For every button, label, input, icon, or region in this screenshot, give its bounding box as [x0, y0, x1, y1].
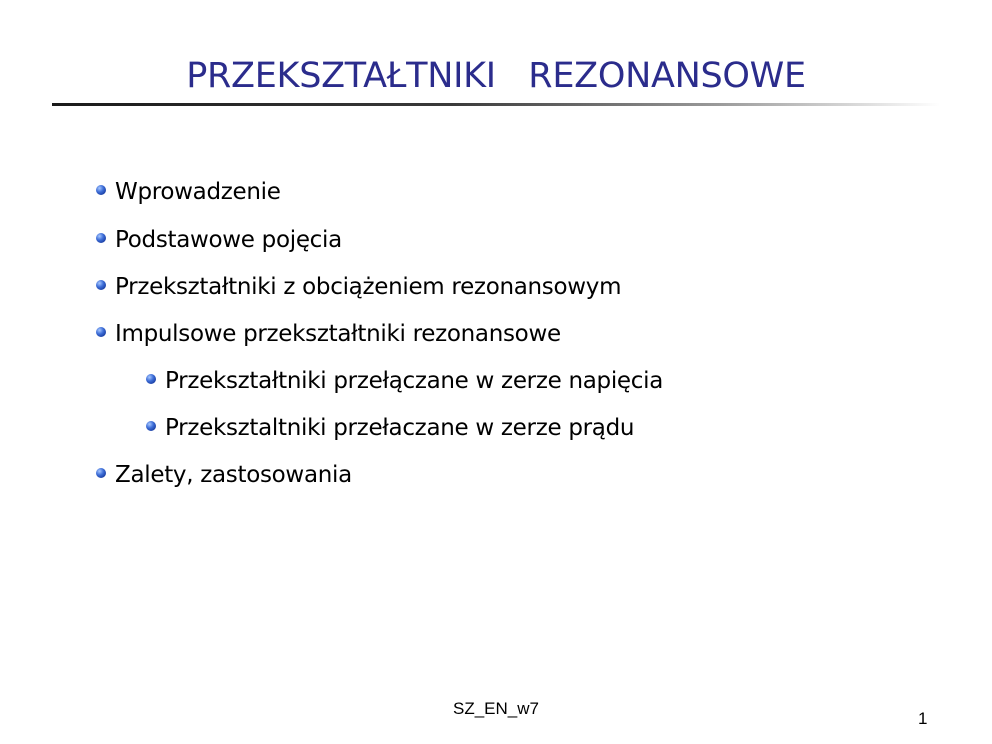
bullet-dot-icon: [96, 280, 106, 290]
bullet-item-basic-concepts: [96, 223, 342, 257]
bullet-dot-icon: [146, 421, 156, 431]
bullet-item-zero-voltage-switching: [146, 364, 663, 398]
bullet-item-pulse-resonant-converters: [96, 317, 561, 351]
bullet-text: Przekształtniki przełączane w zerze napięcia: [165, 368, 664, 394]
bullet-dot-icon: [96, 327, 106, 337]
bullet-item-zero-current-switching: [146, 411, 634, 445]
bullet-item-resonant-load-converters: [96, 270, 621, 304]
bullet-dot-icon: [146, 374, 156, 384]
page-number: 1: [918, 709, 928, 728]
slide-footer: SZ_EN_w7: [453, 699, 539, 718]
title-divider: [52, 103, 940, 106]
bullet-text: Zalety, zastosowania: [115, 462, 352, 488]
bullet-item-introduction: [96, 175, 281, 209]
bullet-item-advantages-applications: [96, 458, 352, 492]
bullet-text: Przeksztaltniki przełaczane w zerze prądu: [165, 415, 635, 441]
bullet-text: Impulsowe przekształtniki rezonansowe: [115, 321, 561, 347]
bullet-dot-icon: [96, 233, 106, 243]
slide-title: PRZEKSZTAŁTNIKI REZONANSOWE: [186, 56, 806, 96]
bullet-text: Wprowadzenie: [115, 179, 281, 205]
bullet-text: Przekształtniki z obciążeniem rezonansowym: [115, 274, 622, 300]
bullet-dot-icon: [96, 185, 106, 195]
bullet-text: Podstawowe pojęcia: [115, 227, 342, 253]
bullet-dot-icon: [96, 468, 106, 478]
